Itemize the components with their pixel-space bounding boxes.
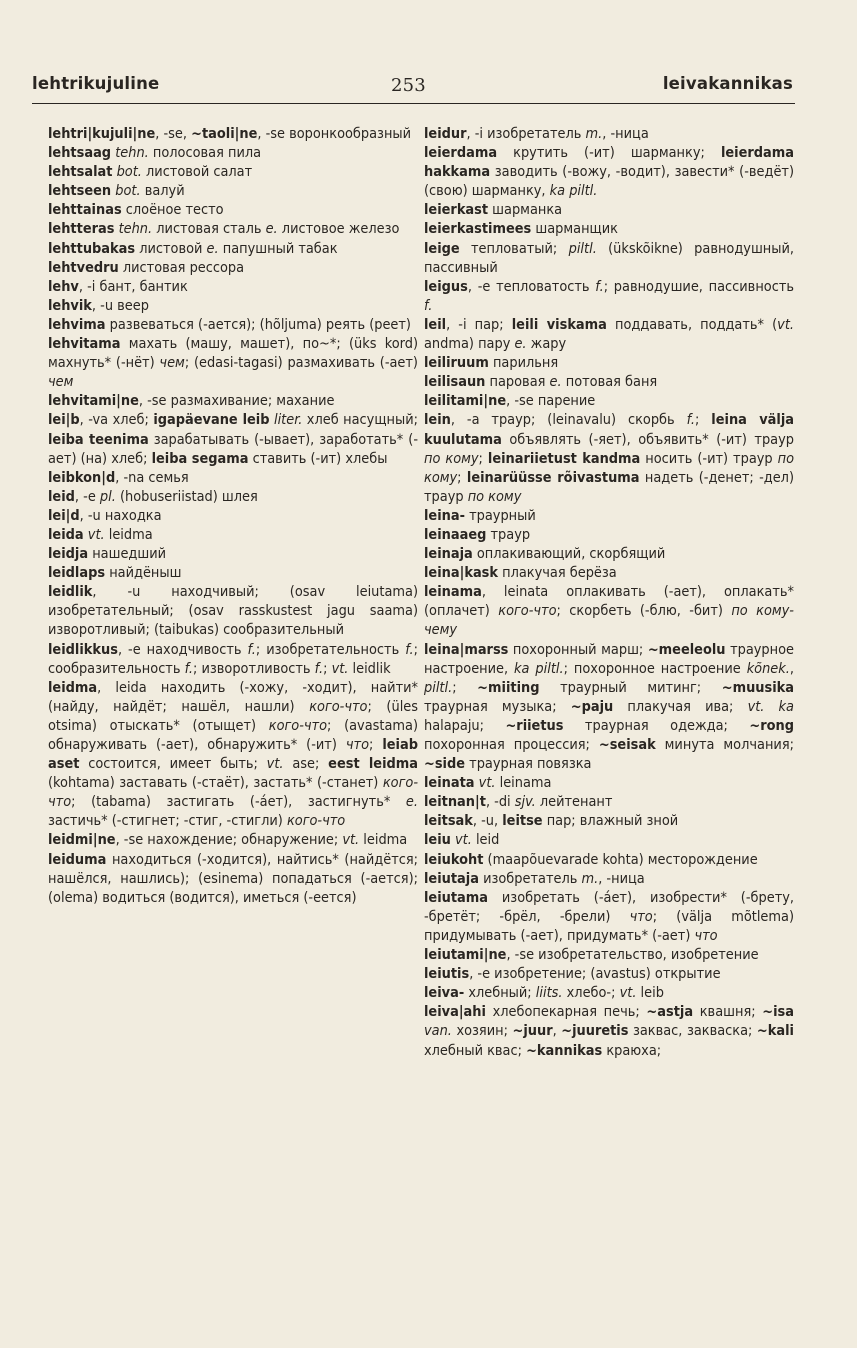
dictionary-entry: leina- траурный xyxy=(424,507,536,524)
dictionary-entry: leidmi|ne, -se нахождение; обнаружение; vt. leidma xyxy=(48,832,408,849)
dictionary-entry: leinaaeg траур xyxy=(424,526,531,543)
dictionary-entry: leilisaun паровая e. потовая баня xyxy=(424,374,658,391)
dictionary-entry: lehtteras tehn. листовая сталь e. листовое железо xyxy=(48,221,400,238)
dictionary-entry: leierkast шарманка xyxy=(424,202,563,219)
dictionary-entry: leidlaps найдёныш xyxy=(48,565,182,582)
running-head-left: lehtrikujuline xyxy=(32,74,160,93)
dictionary-entry: leiutama изобретать (-áет), изобрести* (-брету, -бретёт; -брёл, -брели) что; (välja mõtlema) придумывать (-ает), придумать* (-ает) что xyxy=(424,889,794,944)
dictionary-entry: leidlik, -u находчивый; (osav leiutama) изобретательный; (osav rasskustest jagu saama) изворотливый; (taibukas) сообразительный xyxy=(48,584,418,639)
dictionary-entry: leil, -i пар; leili viskama поддавать, поддать* (vt. andma) пару e. жару xyxy=(424,316,794,353)
dictionary-entry: leiutis, -e изобретение; (avastus) открытие xyxy=(424,966,721,983)
dictionary-entry: lehtseen bot. валуй xyxy=(48,183,185,200)
dictionary-entry: lehttubakas листовой e. папушный табак xyxy=(48,240,338,257)
dictionary-entry: leilitami|ne, -se парение xyxy=(424,393,596,410)
dictionary-entry: leidja нашедший xyxy=(48,546,167,563)
dictionary-entry: lei|b, -va хлеб; igapäevane leib liter. хлеб насущный; leiba teenima зарабатывать (-ывает), заработать* (-ает) (на) хлеб; leiba segama ставить (-ит) хлебы xyxy=(48,412,418,467)
dictionary-entry: leiliruum парильня xyxy=(424,355,559,372)
dictionary-entry: lehttainas слоёное тесто xyxy=(48,202,224,219)
dictionary-entry: leinaja оплакивающий, скорбящий xyxy=(424,546,666,563)
dictionary-entry: lehtsalat bot. листовой салат xyxy=(48,164,253,181)
dictionary-entry: leigus, -e тепловатость f.; равнодушие, пассивность f. xyxy=(424,278,794,314)
dictionary-entry: leitnan|t, -di sjv. лейтенант xyxy=(424,794,613,811)
dictionary-entry: leierkastimees шарманщик xyxy=(424,221,618,238)
dictionary-entry: leidlikkus, -e находчивость f.; изобретательность f.; сообразительность f.; изворотливость f.; vt. leidlik xyxy=(48,641,418,677)
dictionary-entry: lehtsaag tehn. полосовая пила xyxy=(48,145,262,162)
dictionary-entry: lehvima развеваться (-ается); (hõljuma) реять (реет) xyxy=(48,316,411,333)
dictionary-entry: leiukoht (maapõuevarade kohta) месторождение xyxy=(424,851,758,868)
page-number: 253 xyxy=(391,75,426,96)
dictionary-entry: leina|kask плакучая берёза xyxy=(424,565,617,582)
dictionary-entry: leid, -e pl. (hobuseriistad) шлея xyxy=(48,488,258,505)
dictionary-entry: leiva|ahi хлебопекарная печь; ~astja квашня; ~isa van. хозяин; ~juur, ~juuretis заквас, закваска; ~kali хлебный квас; ~kannikas краюха; xyxy=(424,1004,794,1059)
running-head-right: leivakannikas xyxy=(662,74,793,93)
dictionary-entry: leiduma находиться (-ходится), найтись* (найдётся; нашёлся, нашлись); (esinema) попадаться (-ается); (olema) водиться (водится), иметься (-еется) xyxy=(48,851,418,906)
dictionary-entry: leibkon|d, -na семья xyxy=(48,469,189,486)
dictionary-entry: leiutaja изобретатель m., -ница xyxy=(424,870,645,887)
dictionary-entry: lehvik, -u веер xyxy=(48,297,149,314)
dictionary-entry: lehtvedru листовая рессора xyxy=(48,259,245,276)
dictionary-entry: lei|d, -u находка xyxy=(48,507,162,524)
dictionary-entry: lehvitami|ne, -se размахивание; махание xyxy=(48,393,335,410)
dictionary-entry: leina|marss похоронный марш; ~meeleolu траурное настроение, ka piltl.; похоронное настроение kõnek., piltl.; ~miiting траурный митинг; ~muusika траурная музыка; ~paju плакучая ива; vt. ka halapaju; ~riietus траурная одежда; ~rong похоронная процессия; ~seisak минута молчания; ~side траурная повязка xyxy=(424,641,795,773)
dictionary-entry: lehtri|kujuli|ne, -se, ~taoli|ne, -se воронкообразный xyxy=(48,126,412,142)
dictionary-entry: lehv, -i бант, бантик xyxy=(48,278,188,295)
dictionary-entry: leinata vt. leinama xyxy=(424,775,552,792)
dictionary-entry: leiva- хлебный; liits. хлебо-; vt. leib xyxy=(424,985,664,1002)
dictionary-entry: leinama, leinata оплакивать (-ает), оплакать* (оплачет) кого-что; скорбеть (-блю, -бит) по кому-чему xyxy=(424,584,794,639)
dictionary-entry: leiutami|ne, -se изобретательство, изобретение xyxy=(424,947,759,964)
dictionary-entry: leidma, leida находить (-хожу, -ходит), найти* (найду, найдёт; нашёл, нашли) кого-что; (üles otsima) отыскать* (отыщет) кого-что; (avastama) обнаруживать (-ает), обнаружить* (-ит) что; leiab aset состоится, имеет быть; vt. ase; eest leidma (kohtama) заставать (-стаёт), застать* (-станет) кого-что; (tabama) застигать (-áет), застигнуть* e. застичь* (-стигнет; -стиг, -стигли) кого-что xyxy=(48,679,419,830)
right-column xyxy=(424,125,794,1061)
dictionary-entry: leida vt. leidma xyxy=(48,526,153,543)
dictionary-entry: leitsak, -u, leitse пар; влажный зной xyxy=(424,813,679,830)
dictionary-entry: lein, -a траур; (leinavalu) скорбь f.; leina välja kuulutama объявлять (-яет), объявить* (-ит) траур по кому; leinariietust kandma носить (-ит) траур по кому; leinarüüsse rõivastuma надеть (-денет; -дел) траур по кому xyxy=(424,412,795,505)
dictionary-entry: leierdama крутить (-ит) шарманку; leierdama hakkama заводить (-вожу, -водит), завести* (-ведёт) (свою) шарманку, ka piltl. xyxy=(424,145,794,200)
left-column xyxy=(48,125,418,908)
header-rule xyxy=(32,103,795,104)
dictionary-entry: leiu vt. leid xyxy=(424,832,500,849)
dictionary-entry: lehvitama махать (машу, машет), по~*; (üks kord) махнуть* (-нёт) чем; (edasi-tagasi) размахивать (-ает) чем xyxy=(48,336,418,391)
dictionary-entry: leige тепловатый; piltl. (ükskõikne) равнодушный, пассивный xyxy=(424,240,795,276)
dictionary-entry: leidur, -i изобретатель m., -ница xyxy=(424,126,649,142)
